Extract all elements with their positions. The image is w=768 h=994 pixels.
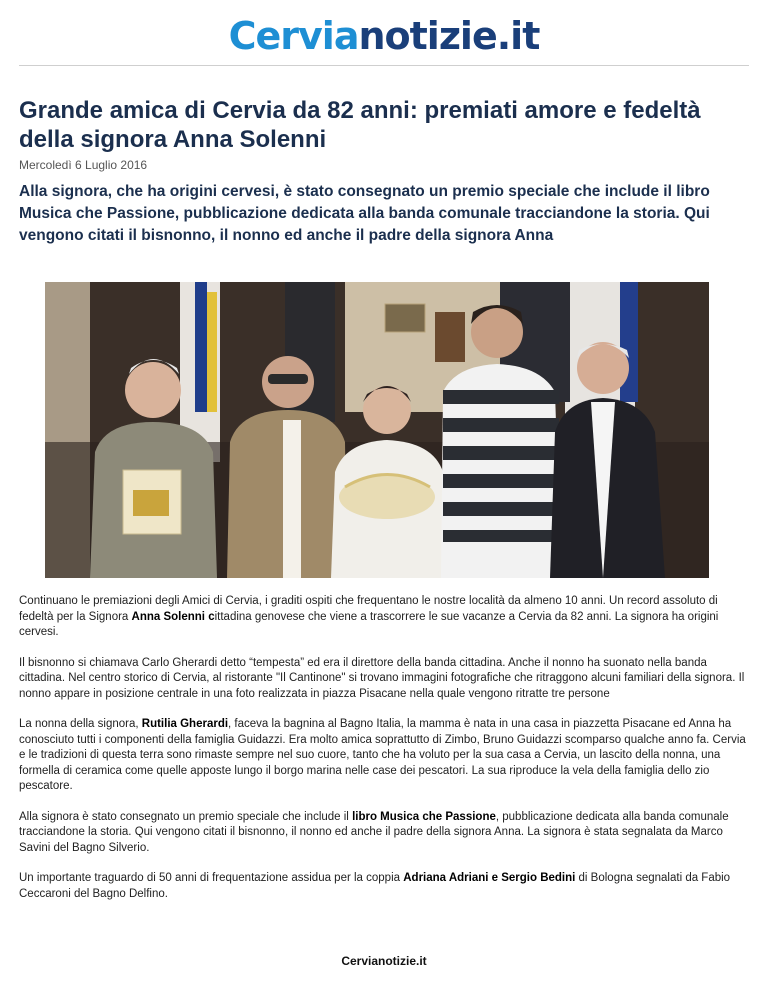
article-lead: Alla signora, che ha origini cervesi, è stato consegnato un premio speciale che include il libro Musica che Passione, pubblicazione dedicata alla banda comunale tracciandone la storia. Qui vengono citati il bisnonno, il nonno ed anche il padre della signora Anna [19,183,710,244]
site-header [0,0,768,66]
article-photo [45,282,709,578]
header-divider [19,65,749,66]
paragraph-4: Alla signora è stato consegnato un premio speciale che include il libro Musica che Passione, pubblicazione dedicata alla banda comunale tracciandone la storia. Qui vengono citati il bisnonno, il nonno ed anche il padre della signora Anna. La signora è stata segnalata da Marco Savini del Bagno Silverio. [19,810,729,854]
logo-part-notizie: notizie.it [358,14,540,58]
article-date: Mercoledì 6 Luglio 2016 [19,158,148,172]
article-title: Grande amica di Cervia da 82 anni: premiati amore e fedeltà della signora Anna Solenni [19,97,701,153]
paragraph-3: La nonna della signora, Rutilia Gherardi, faceva la bagnina al Bagno Italia, la mamma è nata in una casa in piazzetta Pisacane ed Anna ha conosciuto tutti i componenti della famiglia Guidazzi. Era molto amica soprattutto di Zimbo, Bruno Guidazzi scomparso qualche anno fa. Cervia e le tradizioni di questa terra sono rimaste sempre nel suo cuore, tanto che ha voluto per la sua casa a Cervia, un lascito della nonna, una formella di ceramica come quelle apposte lungo il borgo marina nelle case dei pescatori. La sua riproduce la vela della famiglia dello zio pescatore. [19,718,746,792]
paragraph-5: Un importante traguardo di 50 anni di frequentazione assidua per la coppia Adriana Adriani e Sergio Bedini di Bologna segnalati da Fabio Ceccaroni del Bagno Delfino. [19,872,731,900]
footer-site-name[interactable]: Cervianotizie.it [341,954,427,968]
site-logo[interactable] [0,12,768,60]
paragraph-2: Il bisnonno si chiamava Carlo Gherardi detto “tempesta” ed era il direttore della banda cittadina. Anche il nonno ha suonato nella banda cittadina. Nel centro storico di Cervia, al ristorante "Il Cantinone" si trovano immagini fotografiche che ritraggono alcuni familiari della signora. Il nonno appare in posizione centrale in una foto realizzata in piazza Pisacane nella quale vengono ritratte tre persone [19,656,745,700]
logo-part-cervia: Cervia [228,14,359,58]
paragraph-1: Continuano le premiazioni degli Amici di Cervia, i graditi ospiti che frequentano le nostre località da almeno 10 anni. Un record assoluto di fedeltà per la Signora Anna Solenni cittadina genovese che viene a trascorrere le sue vacanze a Cervia da 82 anni. La signora ha origini cervesi. [19,595,719,638]
article-body [19,594,747,917]
